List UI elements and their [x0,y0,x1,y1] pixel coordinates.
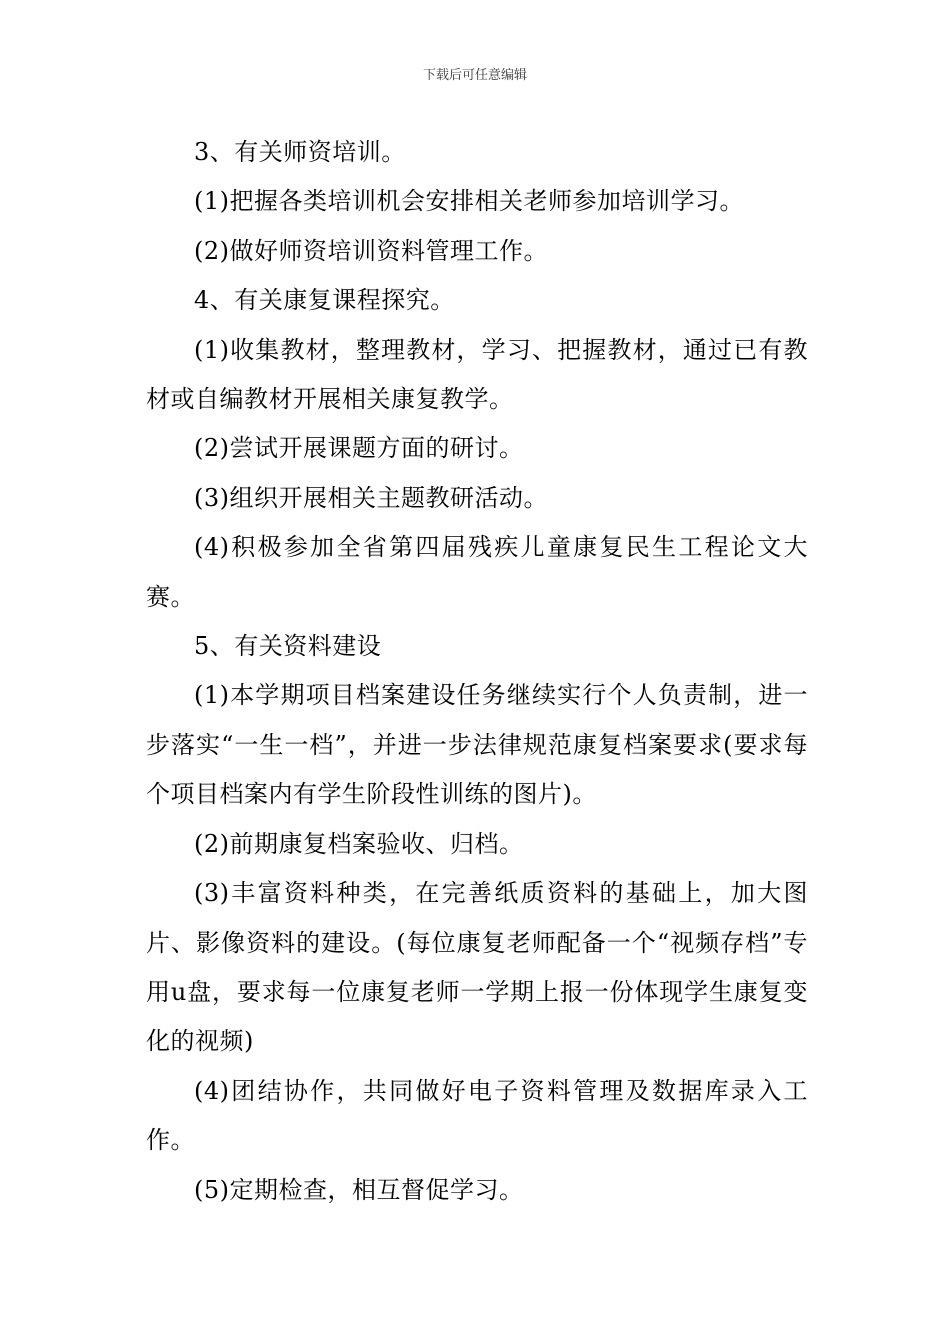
paragraph-5-4: (4)团结协作，共同做好电子资料管理及数据库录入工作。 [146,1076,808,1155]
paragraph-4-3: (3)组织开展相关主题教研活动。 [194,483,548,512]
paragraph-5-3: (3)丰富资料种类，在完善纸质资料的基础上，加大图片、影像资料的建设。(每位康复老师配备一个“视频存档”专用u盘，要求每一位康复老师一学期上报一份体现学生康复变化的视频) [146,879,808,1056]
paragraph-3-1: (1)把握各类培训机会安排相关老师参加培训学习。 [194,187,744,216]
paragraph-section-4-heading: 4、有关康复课程探究。 [194,286,455,315]
paragraph-section-5-heading: 5、有关资料建设 [194,632,382,661]
paragraph-4-1: (1)收集教材，整理教材，学习、把握教材，通过已有教材或自编教材开展相关康复教学。 [146,335,808,414]
paragraph-4-4: (4)积极参加全省第四届残疾儿童康复民生工程论文大赛。 [146,533,808,611]
paragraph-3-2: (2)做好师资培训资料管理工作。 [194,236,548,265]
paragraph-5-1: (1)本学期项目档案建设任务继续实行个人负责制，进一步落实“一生一档”，并进一步法律规范康复档案要求(要求每个项目档案内有学生阶段性训练的图片)。 [146,681,808,809]
document-body [146,128,808,1215]
paragraph-5-5: (5)定期检查，相互督促学习。 [194,1175,524,1204]
paragraph-section-3-heading: 3、有关师资培训。 [194,138,406,166]
paragraph-5-2: (2)前期康复档案验收、归档。 [194,829,524,858]
paragraph-4-2: (2)尝试开展课题方面的研讨。 [194,434,524,463]
page-header: 下载后可任意编辑 [422,68,527,83]
